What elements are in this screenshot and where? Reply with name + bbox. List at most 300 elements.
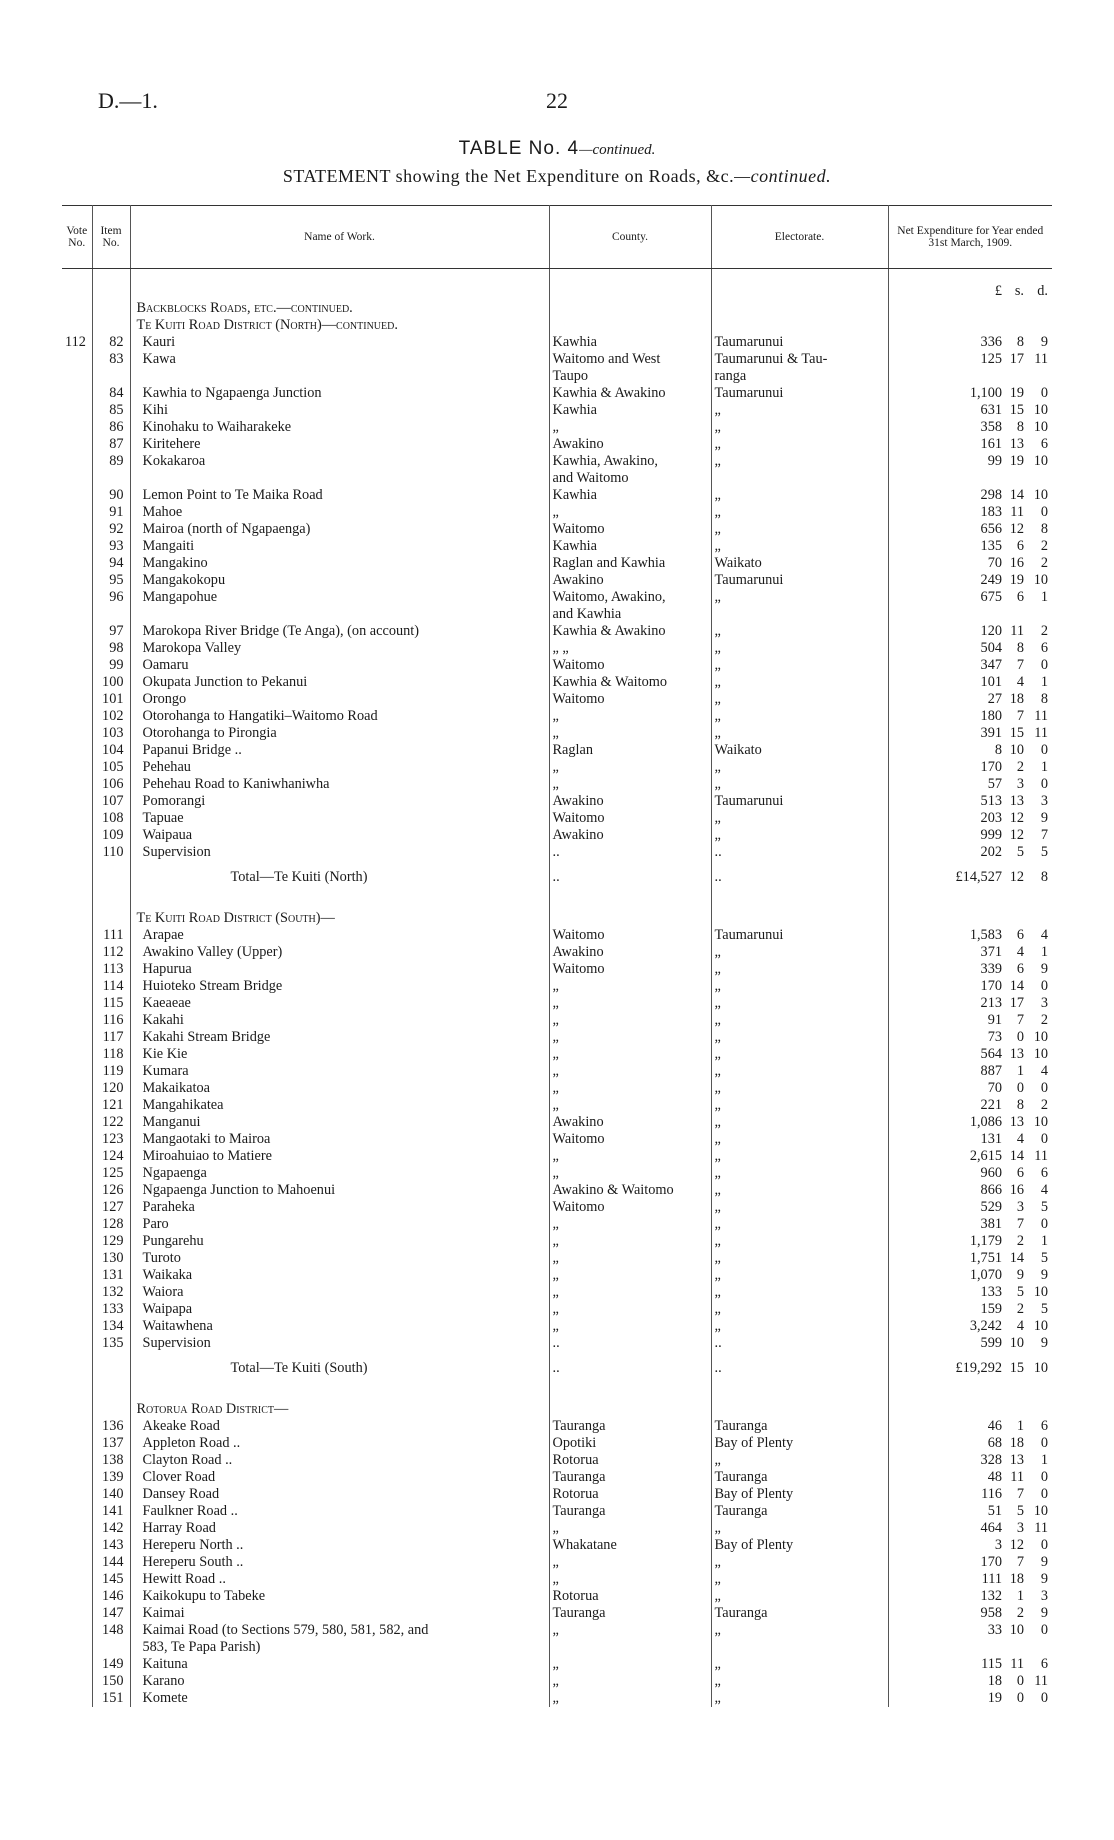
- shillings: 0: [1016, 1690, 1024, 1706]
- table-row: [62, 657, 1052, 674]
- pence: 2: [1040, 1097, 1048, 1113]
- pounds: 27: [987, 691, 1002, 707]
- shillings: 1: [1016, 1063, 1024, 1079]
- pounds: 1,583: [969, 927, 1002, 943]
- pence: 10: [1033, 1114, 1048, 1130]
- item-cell: 136: [92, 1418, 130, 1435]
- vote-cell: [62, 453, 92, 470]
- table-row: [62, 402, 1052, 419]
- pence: 8: [1040, 521, 1048, 537]
- county-cell: „: [549, 759, 711, 776]
- total-row: [62, 1352, 1052, 1387]
- amount-cell: [888, 810, 1052, 827]
- county-cell: Waitomo: [549, 521, 711, 538]
- work-name: Total—Te Kuiti (North): [130, 861, 549, 896]
- electorate-cell: „: [711, 1690, 888, 1707]
- county-cell: „: [549, 708, 711, 725]
- vote-cell: [62, 1673, 92, 1690]
- table-row: [62, 1554, 1052, 1571]
- pounds: 115: [981, 1656, 1002, 1672]
- work-name: Appleton Road ..: [130, 1435, 549, 1452]
- table-row: [62, 725, 1052, 742]
- item-cell: 105: [92, 759, 130, 776]
- vote-cell: [62, 487, 92, 504]
- vote-cell: [62, 674, 92, 691]
- pounds: 91: [987, 1012, 1002, 1028]
- amount-cell: [888, 334, 1052, 351]
- electorate-cell: Tauranga: [711, 1503, 888, 1520]
- shillings: 17: [1009, 995, 1024, 1011]
- pence: 9: [1040, 1267, 1048, 1283]
- spacer-row: [62, 896, 1052, 910]
- item-cell: 85: [92, 402, 130, 419]
- shillings: 7: [1016, 1554, 1024, 1570]
- amount-cell: [888, 1503, 1052, 1520]
- amount-cell: [888, 657, 1052, 674]
- amount-cell: [888, 944, 1052, 961]
- vote-cell: [62, 827, 92, 844]
- shillings: 3: [1016, 776, 1024, 792]
- pounds: 960: [980, 1165, 1002, 1181]
- amount-cell: [888, 1250, 1052, 1267]
- county-cell: „: [549, 1250, 711, 1267]
- col-item-header: Item No.: [92, 206, 130, 269]
- item-cell: 96: [92, 589, 130, 606]
- amount-cell: [888, 504, 1052, 521]
- pounds: 599: [980, 1335, 1002, 1351]
- county-cell: Raglan and Kawhia: [549, 555, 711, 572]
- amount-cell: [888, 1131, 1052, 1148]
- table-row: [62, 1469, 1052, 1486]
- vote-cell: [62, 1165, 92, 1182]
- shillings: 2: [1016, 1605, 1024, 1621]
- amount-cell: [888, 1182, 1052, 1199]
- vote-cell: [62, 419, 92, 436]
- pounds: 1,100: [969, 385, 1002, 401]
- vote-cell: [62, 844, 92, 861]
- vote-cell: [62, 978, 92, 995]
- shillings: 6: [1016, 961, 1024, 977]
- item-cell: 84: [92, 385, 130, 402]
- shillings: 6: [1016, 538, 1024, 554]
- county-cell: „: [549, 1165, 711, 1182]
- vote-cell: [62, 1301, 92, 1318]
- pounds: 101: [980, 674, 1002, 690]
- county-cell: Waitomo: [549, 927, 711, 944]
- electorate-cell: „: [711, 1233, 888, 1250]
- vote-cell: [62, 742, 92, 759]
- work-name: Ngapaenga: [130, 1165, 549, 1182]
- item-cell: 121: [92, 1097, 130, 1114]
- pence: 10: [1033, 1046, 1048, 1062]
- county-cell: „: [549, 1097, 711, 1114]
- pence: 2: [1040, 623, 1048, 639]
- shillings: 1: [1016, 1588, 1024, 1604]
- table-row: [62, 1503, 1052, 1520]
- amount-cell: [888, 1401, 1052, 1418]
- work-name: Clover Road: [130, 1469, 549, 1486]
- electorate-cell: ..: [711, 1335, 888, 1352]
- amount-cell: [888, 1267, 1052, 1284]
- electorate-cell: „: [711, 538, 888, 555]
- amount-cell: [888, 844, 1052, 861]
- table-row: [62, 810, 1052, 827]
- work-name: Marokopa Valley: [130, 640, 549, 657]
- table-row: [62, 521, 1052, 538]
- vote-cell: [62, 1503, 92, 1520]
- col-county-header: County.: [549, 206, 711, 269]
- electorate-cell: „: [711, 725, 888, 742]
- county-cell: „: [549, 995, 711, 1012]
- vote-cell: [62, 1046, 92, 1063]
- table-row: [62, 640, 1052, 657]
- item-cell: 145: [92, 1571, 130, 1588]
- pence: 6: [1040, 640, 1048, 656]
- amount-cell: [888, 793, 1052, 810]
- section-heading-row: [62, 1401, 1052, 1418]
- electorate-cell: Taumarunui: [711, 572, 888, 589]
- county-cell: Awakino: [549, 944, 711, 961]
- table-row: [62, 1673, 1052, 1690]
- vote-cell: [62, 1216, 92, 1233]
- vote-cell: [62, 1352, 92, 1387]
- county-cell: „: [549, 776, 711, 793]
- electorate-cell: „: [711, 419, 888, 436]
- item-cell: 113: [92, 961, 130, 978]
- work-name: Kaimai Road (to Sections 579, 580, 581, 582, and: [130, 1622, 549, 1639]
- vote-cell: [62, 944, 92, 961]
- pounds: 116: [981, 1486, 1002, 1502]
- pence: 1: [1040, 759, 1048, 775]
- electorate-cell: ranga: [711, 368, 888, 385]
- pence: 10: [1033, 453, 1048, 469]
- vote-cell: [62, 1571, 92, 1588]
- shillings: 8: [1016, 1097, 1024, 1113]
- amount-cell: [888, 1029, 1052, 1046]
- pounds: 328: [980, 1452, 1002, 1468]
- county-cell: „: [549, 1148, 711, 1165]
- pence: 0: [1040, 385, 1048, 401]
- pence: 0: [1040, 504, 1048, 520]
- vote-cell: [62, 1063, 92, 1080]
- electorate-cell: „: [711, 436, 888, 453]
- table-row: [62, 538, 1052, 555]
- county-cell: „ „: [549, 640, 711, 657]
- county-cell: Rotorua: [549, 1486, 711, 1503]
- amount-cell: [888, 436, 1052, 453]
- pence: 2: [1040, 1012, 1048, 1028]
- shillings: 8: [1016, 640, 1024, 656]
- shillings: 6: [1016, 1165, 1024, 1181]
- vote-cell: [62, 995, 92, 1012]
- pence: 8: [1040, 691, 1048, 707]
- amount-cell: [888, 521, 1052, 538]
- section-heading: Rotorua Road District—: [130, 1401, 549, 1418]
- item-cell: 132: [92, 1284, 130, 1301]
- amount-cell: [888, 861, 1052, 896]
- pounds: 656: [980, 521, 1002, 537]
- county-cell: ..: [549, 1352, 711, 1387]
- county-cell: Tauranga: [549, 1503, 711, 1520]
- table-row: [62, 351, 1052, 368]
- pounds: 70: [987, 1080, 1002, 1096]
- work-name: Pungarehu: [130, 1233, 549, 1250]
- work-name: Harray Road: [130, 1520, 549, 1537]
- electorate-cell: „: [711, 1554, 888, 1571]
- amount-cell: [888, 1063, 1052, 1080]
- pounds: 529: [980, 1199, 1002, 1215]
- electorate-cell: „: [711, 640, 888, 657]
- item-cell: 143: [92, 1537, 130, 1554]
- item-cell: 134: [92, 1318, 130, 1335]
- table-row: [62, 708, 1052, 725]
- county-cell: „: [549, 1284, 711, 1301]
- work-name: Makaikatoa: [130, 1080, 549, 1097]
- amount-cell: [888, 1046, 1052, 1063]
- electorate-cell: „: [711, 1063, 888, 1080]
- electorate-cell: „: [711, 827, 888, 844]
- amount-cell: [888, 538, 1052, 555]
- col-electorate-header: Electorate.: [711, 206, 888, 269]
- vote-cell: [62, 1401, 92, 1418]
- vote-cell: [62, 1284, 92, 1301]
- pence: 10: [1033, 572, 1048, 588]
- electorate-cell: „: [711, 1182, 888, 1199]
- vote-cell: [62, 572, 92, 589]
- pence: 3: [1040, 793, 1048, 809]
- pounds: 125: [980, 351, 1002, 367]
- vote-cell: [62, 555, 92, 572]
- amount-cell: [888, 1486, 1052, 1503]
- pence: 11: [1034, 1673, 1048, 1689]
- item-cell: 135: [92, 1335, 130, 1352]
- table-header-row: [62, 206, 1052, 269]
- pence: 11: [1034, 708, 1048, 724]
- vote-cell: [62, 1639, 92, 1656]
- work-name: Kaituna: [130, 1656, 549, 1673]
- table-row: [62, 1250, 1052, 1267]
- table-row: [62, 944, 1052, 961]
- amount-cell: [888, 674, 1052, 691]
- pence: 0: [1040, 1537, 1048, 1553]
- electorate-cell: „: [711, 1080, 888, 1097]
- amount-cell: [888, 1554, 1052, 1571]
- pence: 9: [1040, 961, 1048, 977]
- pence: 5: [1040, 844, 1048, 860]
- amount-cell: [888, 385, 1052, 402]
- table-row: [62, 623, 1052, 640]
- pounds: 371: [980, 944, 1002, 960]
- table-row: [62, 1182, 1052, 1199]
- item-cell: [92, 368, 130, 385]
- electorate-cell: „: [711, 1046, 888, 1063]
- county-cell: „: [549, 419, 711, 436]
- electorate-cell: Tauranga: [711, 1605, 888, 1622]
- pence: 9: [1040, 1554, 1048, 1570]
- shillings: 3: [1016, 1199, 1024, 1215]
- vote-cell: [62, 759, 92, 776]
- pence: 0: [1040, 1080, 1048, 1096]
- item-cell: 117: [92, 1029, 130, 1046]
- shillings: 11: [1010, 504, 1024, 520]
- county-cell: ..: [549, 1335, 711, 1352]
- item-cell: 141: [92, 1503, 130, 1520]
- amount-cell: [888, 1012, 1052, 1029]
- electorate-cell: „: [711, 1029, 888, 1046]
- shillings: 11: [1010, 623, 1024, 639]
- electorate-cell: „: [711, 1588, 888, 1605]
- amount-cell: [888, 351, 1052, 368]
- county-cell: Whakatane: [549, 1537, 711, 1554]
- county-cell: [549, 300, 711, 317]
- county-cell: „: [549, 1554, 711, 1571]
- table-row: [62, 978, 1052, 995]
- pence: 0: [1040, 1216, 1048, 1232]
- pounds: 1,179: [969, 1233, 1002, 1249]
- item-cell: 82: [92, 334, 130, 351]
- county-cell: „: [549, 1233, 711, 1250]
- pounds: 183: [980, 504, 1002, 520]
- item-cell: 86: [92, 419, 130, 436]
- county-cell: „: [549, 1267, 711, 1284]
- work-name: Kiritehere: [130, 436, 549, 453]
- pounds: 132: [980, 1588, 1002, 1604]
- shillings: 14: [1009, 1250, 1024, 1266]
- amount-cell: [888, 1148, 1052, 1165]
- work-name: Waikaka: [130, 1267, 549, 1284]
- amount-cell: [888, 402, 1052, 419]
- electorate-cell: „: [711, 1520, 888, 1537]
- pence: 9: [1040, 1605, 1048, 1621]
- vote-cell: [62, 317, 92, 334]
- vote-cell: [62, 1012, 92, 1029]
- shillings: 13: [1009, 1452, 1024, 1468]
- vote-cell: [62, 1605, 92, 1622]
- shillings: 7: [1016, 1012, 1024, 1028]
- electorate-cell: „: [711, 759, 888, 776]
- electorate-cell: „: [711, 1131, 888, 1148]
- item-cell: 149: [92, 1656, 130, 1673]
- work-name: Huioteko Stream Bridge: [130, 978, 549, 995]
- electorate-cell: Taumarunui: [711, 927, 888, 944]
- shillings: 18: [1009, 691, 1024, 707]
- county-cell: Awakino: [549, 1114, 711, 1131]
- item-cell: 137: [92, 1435, 130, 1452]
- table-row: [62, 1571, 1052, 1588]
- amount-cell: [888, 1199, 1052, 1216]
- item-cell: [92, 1401, 130, 1418]
- work-name: Mangakokopu: [130, 572, 549, 589]
- shillings: 10: [1009, 1622, 1024, 1638]
- item-cell: 109: [92, 827, 130, 844]
- electorate-cell: „: [711, 944, 888, 961]
- county-cell: ..: [549, 844, 711, 861]
- electorate-cell: Tauranga: [711, 1469, 888, 1486]
- item-cell: 144: [92, 1554, 130, 1571]
- item-cell: 107: [92, 793, 130, 810]
- vote-cell: [62, 385, 92, 402]
- county-cell: „: [549, 1520, 711, 1537]
- pounds: 336: [980, 334, 1002, 350]
- table-row: [62, 589, 1052, 606]
- pence: 10: [1033, 1029, 1048, 1045]
- work-name: Otorohanga to Pirongia: [130, 725, 549, 742]
- electorate-cell: ..: [711, 844, 888, 861]
- pence: 2: [1040, 555, 1048, 571]
- vote-cell: [62, 725, 92, 742]
- pence: 7: [1040, 827, 1048, 843]
- pounds: 513: [980, 793, 1002, 809]
- section-heading-row: [62, 300, 1052, 317]
- shillings: 0: [1016, 1029, 1024, 1045]
- shillings: 5: [1016, 1284, 1024, 1300]
- vote-cell: [62, 927, 92, 944]
- county-cell: „: [549, 504, 711, 521]
- county-cell: Rotorua: [549, 1452, 711, 1469]
- shillings: 1: [1016, 1418, 1024, 1434]
- amount-cell: [888, 453, 1052, 470]
- vote-cell: [62, 1452, 92, 1469]
- pounds: 221: [980, 1097, 1002, 1113]
- work-name: Mairoa (north of Ngapaenga): [130, 521, 549, 538]
- vote-cell: [62, 1537, 92, 1554]
- amount-cell: [888, 419, 1052, 436]
- shillings: 5: [1016, 844, 1024, 860]
- electorate-cell: „: [711, 453, 888, 470]
- work-name: Mangaiti: [130, 538, 549, 555]
- electorate-cell: „: [711, 1165, 888, 1182]
- county-cell: „: [549, 1622, 711, 1639]
- pence: 10: [1033, 402, 1048, 418]
- shillings: 10: [1009, 1335, 1024, 1351]
- county-cell: Kawhia: [549, 334, 711, 351]
- pence: 4: [1040, 1063, 1048, 1079]
- pence: 6: [1040, 1165, 1048, 1181]
- pounds: 131: [980, 1131, 1002, 1147]
- pounds: 51: [987, 1503, 1002, 1519]
- table-row: [62, 1418, 1052, 1435]
- pounds: 202: [980, 844, 1002, 860]
- vote-cell: [62, 521, 92, 538]
- vote-cell: [62, 1318, 92, 1335]
- amount-cell: [888, 910, 1052, 927]
- shillings: 7: [1016, 1216, 1024, 1232]
- county-cell: „: [549, 1571, 711, 1588]
- item-cell: 150: [92, 1673, 130, 1690]
- pounds: 68: [987, 1435, 1002, 1451]
- item-cell: [92, 317, 130, 334]
- table-row: [62, 1452, 1052, 1469]
- electorate-cell: „: [711, 978, 888, 995]
- pence: 6: [1040, 436, 1048, 452]
- electorate-cell: „: [711, 1622, 888, 1639]
- county-cell: „: [549, 1063, 711, 1080]
- table-row: [62, 368, 1052, 385]
- shillings: 2: [1016, 1301, 1024, 1317]
- item-cell: 120: [92, 1080, 130, 1097]
- electorate-cell: „: [711, 708, 888, 725]
- vote-cell: [62, 402, 92, 419]
- amount-cell: [888, 1656, 1052, 1673]
- pence: 0: [1040, 1435, 1048, 1451]
- shillings: 13: [1009, 793, 1024, 809]
- work-name: 583, Te Papa Parish): [130, 1639, 549, 1656]
- electorate-cell: „: [711, 1114, 888, 1131]
- vote-cell: [62, 1131, 92, 1148]
- electorate-cell: „: [711, 402, 888, 419]
- electorate-cell: Waikato: [711, 742, 888, 759]
- vote-cell: [62, 1656, 92, 1673]
